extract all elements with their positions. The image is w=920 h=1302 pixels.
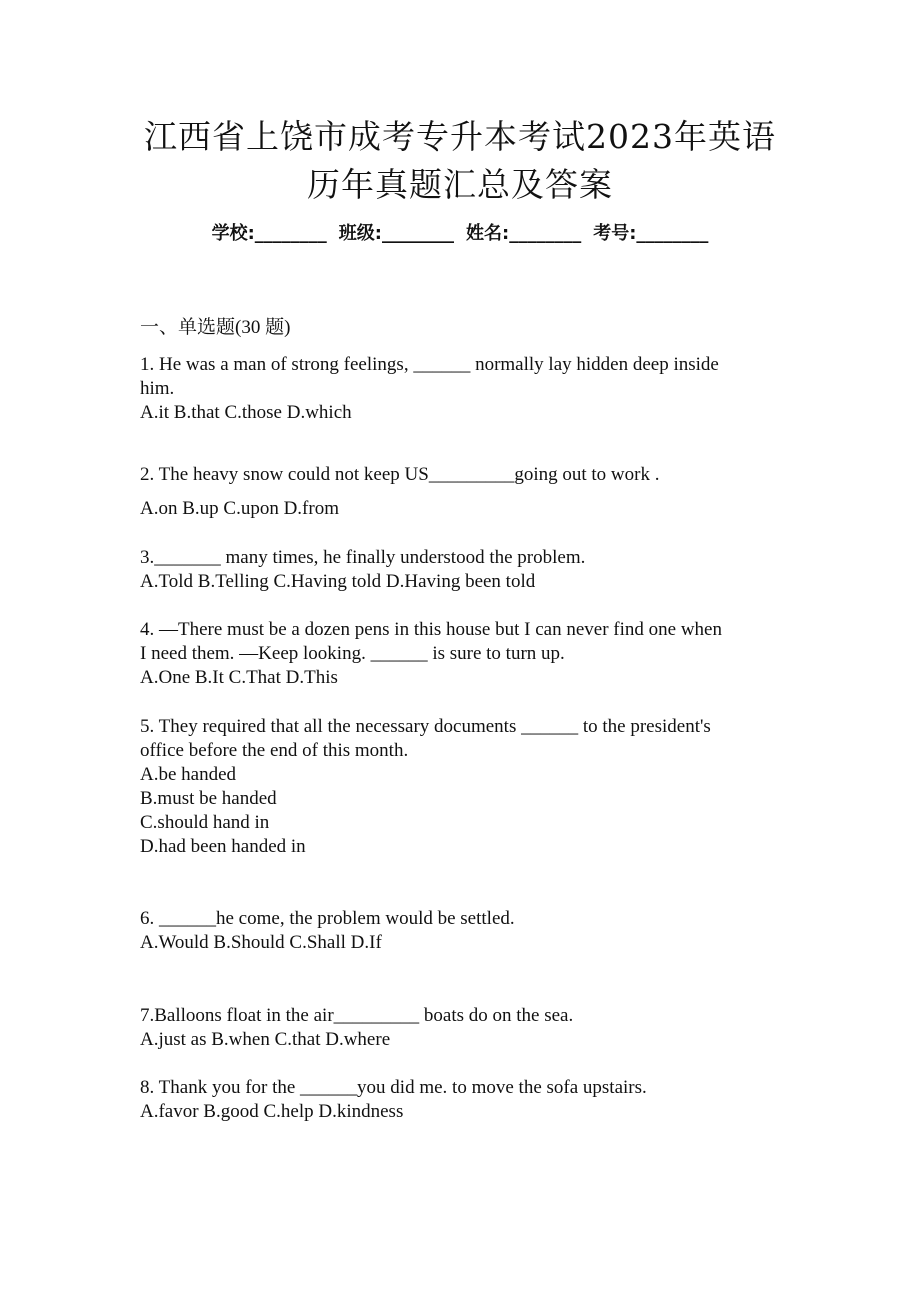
question-7-options: A.just as B.when C.that D.where — [140, 1029, 391, 1050]
question-2-stem: 2. The heavy snow could not keep US_________going out to work . — [140, 464, 660, 485]
document-title-line-1: 江西省上饶市成考专升本考试2023年英语 — [144, 117, 776, 156]
question-2-options: A.on B.up C.upon D.from — [140, 498, 339, 519]
question-8-stem: 8. Thank you for the ______you did me. to move the sofa upstairs. — [140, 1077, 647, 1098]
question-5-stem-line-2: office before the end of this month. — [140, 740, 409, 761]
question-5-option-b: B.must be handed — [140, 788, 277, 809]
question-5-option-c: C.should hand in — [140, 812, 270, 833]
name-field: 姓名:________ — [466, 223, 582, 244]
question-3-options: A.Told B.Telling C.Having told D.Having been told — [140, 571, 536, 592]
question-7-stem: 7.Balloons float in the air_________ boats do on the sea. — [140, 1005, 574, 1026]
question-1-options: A.it B.that C.those D.which — [140, 402, 352, 423]
question-1-stem-line-2: him. — [140, 378, 175, 399]
number-field: 考号:________ — [593, 223, 709, 244]
question-4-stem-line-1: 4. —There must be a dozen pens in this house but I can never find one when — [140, 619, 722, 640]
question-5-option-a: A.be handed — [140, 764, 237, 785]
question-1-stem-line-1: 1. He was a man of strong feelings, ______ normally lay hidden deep inside — [140, 354, 719, 375]
question-5-option-d: D.had been handed in — [140, 836, 306, 857]
question-5-stem-line-1: 5. They required that all the necessary documents ______ to the president's — [140, 716, 711, 737]
school-field: 学校:________ — [211, 223, 327, 244]
section-heading: 一、单选题(30 题) — [140, 317, 291, 338]
document-title-line-2: 历年真题汇总及答案 — [307, 165, 613, 204]
student-info-row — [0, 220, 920, 248]
question-8-options: A.favor B.good C.help D.kindness — [140, 1101, 404, 1122]
question-3-stem: 3._______ many times, he finally understood the problem. — [140, 547, 586, 568]
question-6-stem: 6. ______he come, the problem would be settled. — [140, 908, 515, 929]
question-4-options: A.One B.It C.That D.This — [140, 667, 338, 688]
class-field: 班级:________ — [338, 223, 454, 244]
question-4-stem-line-2: I need them. —Keep looking. ______ is sure to turn up. — [140, 643, 565, 664]
question-6-options: A.Would B.Should C.Shall D.If — [140, 932, 382, 953]
